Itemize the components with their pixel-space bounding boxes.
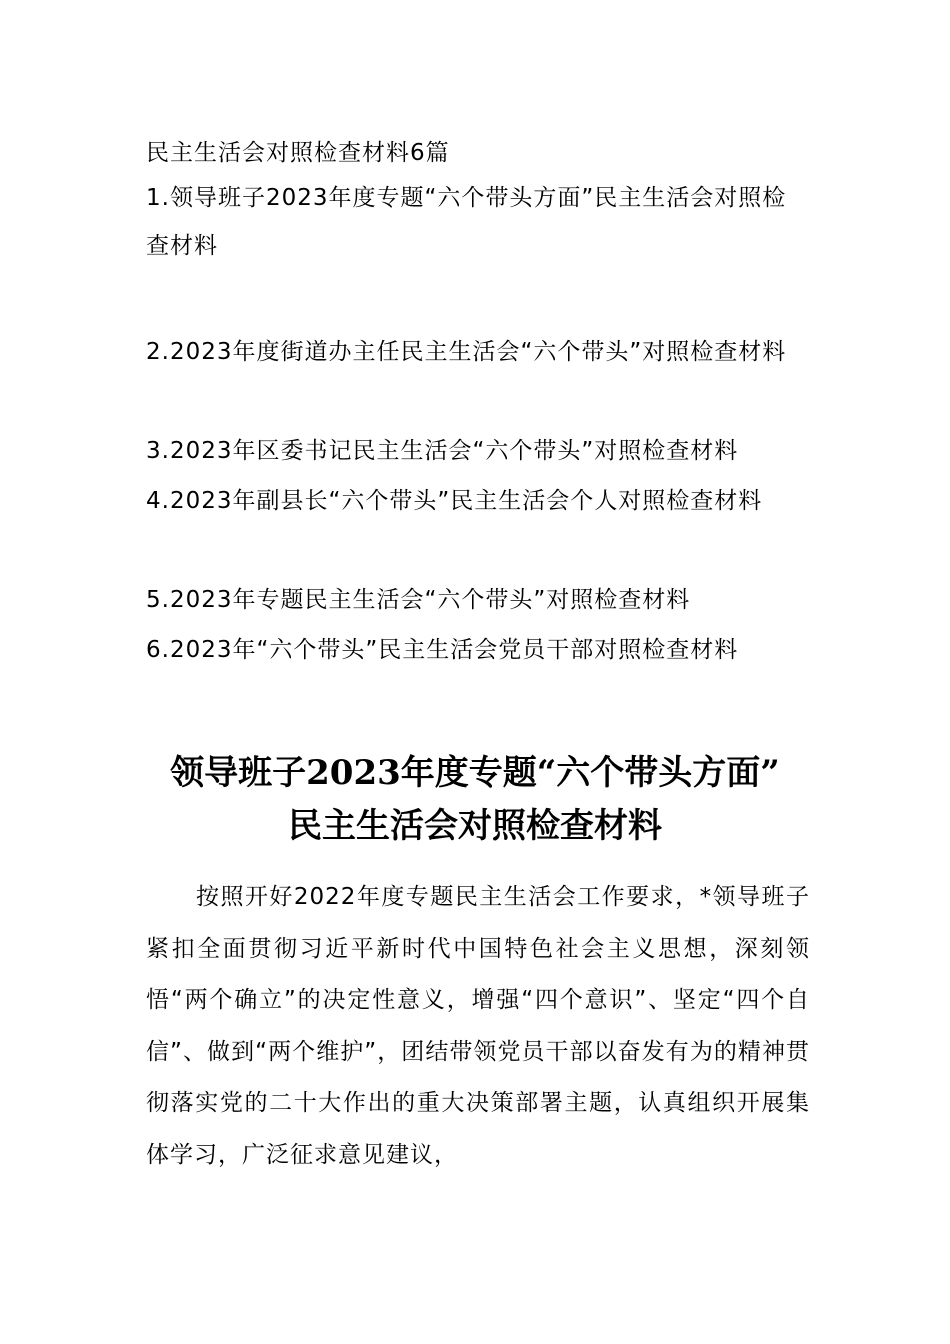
document-heading: 民主生活会对照检查材料6篇 xyxy=(146,140,450,166)
article-title-line-1: 领导班子2023年度专题“六个带头方面” xyxy=(170,753,780,793)
toc-item-3: 3.2023年区委书记民主生活会“六个带头”对照检查材料 xyxy=(146,438,739,464)
toc-item-4: 4.2023年副县长“六个带头”民主生活会个人对照检查材料 xyxy=(146,488,763,514)
article-body-paragraph: 按照开好2022年度专题民主生活会工作要求，*领导班子紧扣全面贯彻习近平新时代中国特色社会主义思想，深刻领悟“两个确立”的决定性意义，增强“四个意识”、坚定“四个自信”、做到“两个维护”，团结带领党员干部以奋发有为的精神贯彻落实党的二十大作出的重大决策部署主题，认真组织开展集体学习，广泛征求意见建议， xyxy=(146,884,810,1168)
toc-item-5: 5.2023年专题民主生活会“六个带头”对照检查材料 xyxy=(146,587,691,613)
toc-item-1: 1.领导班子2023年度专题“六个带头方面”民主生活会对照检查材料 xyxy=(146,185,787,259)
article-title-line-2: 民主生活会对照检查材料 xyxy=(288,806,662,846)
toc-item-6: 6.2023年“六个带头”民主生活会党员干部对照检查材料 xyxy=(146,637,739,663)
toc-item-2: 2.2023年度街道办主任民主生活会“六个带头”对照检查材料 xyxy=(146,339,787,365)
